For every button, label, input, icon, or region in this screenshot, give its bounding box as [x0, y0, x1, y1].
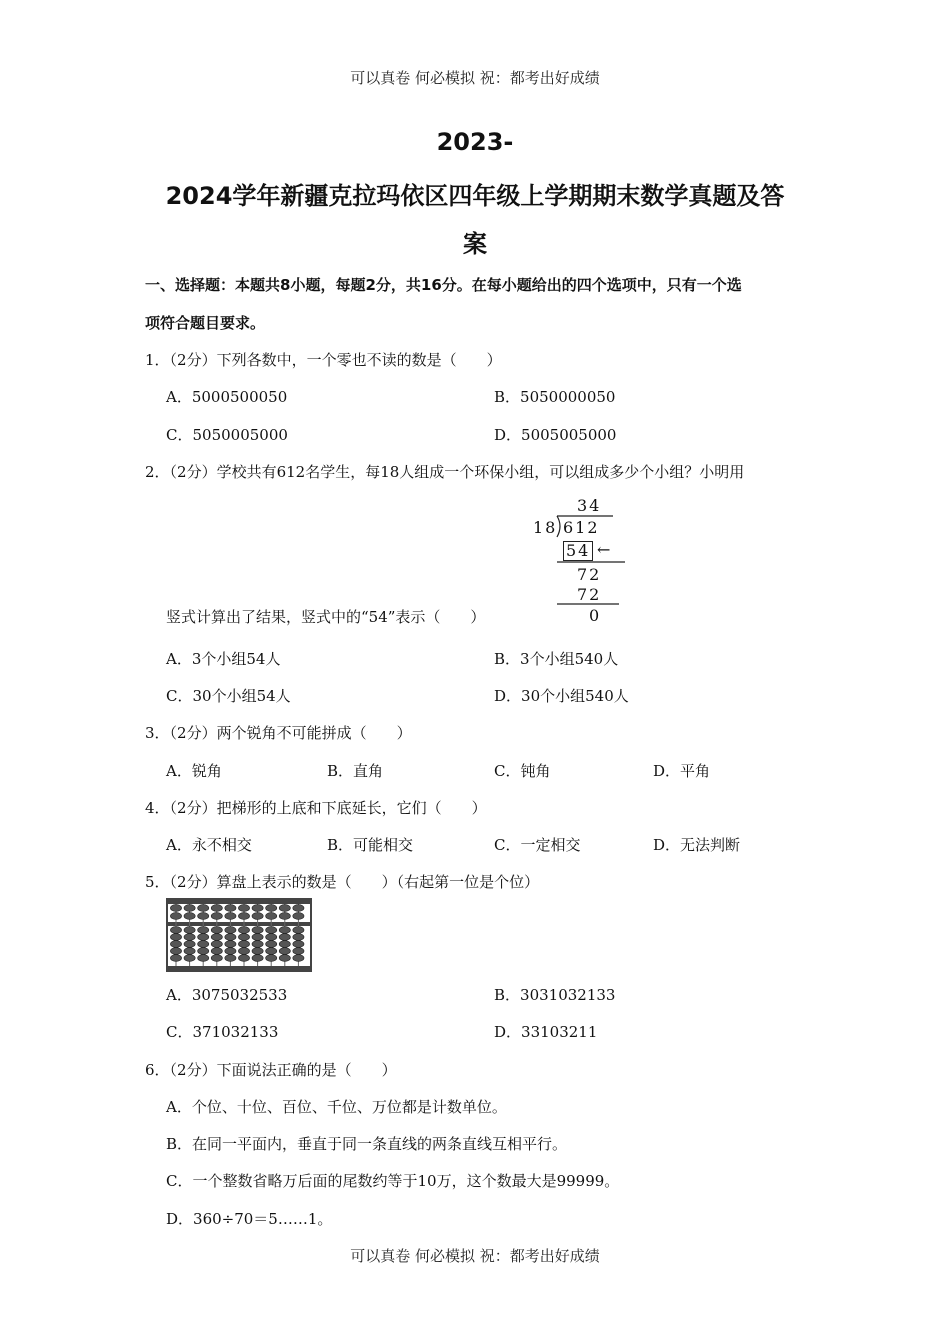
abacus-bead [170, 941, 181, 948]
abacus-bead [211, 941, 222, 948]
abacus-bead [184, 934, 195, 941]
question-2-option-c: C．30个小组54人 [166, 687, 291, 705]
abacus-bead [184, 905, 195, 912]
question-1-option-c: C．5050005000 [166, 426, 288, 444]
question-5-option-c: C．371032133 [166, 1023, 279, 1041]
abacus-bead [170, 927, 181, 934]
abacus-bead [170, 948, 181, 955]
abacus-bead [279, 927, 290, 934]
section-heading: 一、选择题：本题共8小题，每题2分，共16分。在每小题给出的四个选项中，只有一个选 [145, 276, 742, 294]
abacus-bead [211, 905, 222, 912]
abacus-bead [266, 913, 277, 920]
question-3-option-c: C．钝角 [494, 762, 551, 780]
abacus-bead [184, 941, 195, 948]
abacus-bead [293, 948, 304, 955]
abacus-bead [225, 955, 236, 962]
question-5-stem: 5．（2分）算盘上表示的数是（ ）（右起第一位是个位） [145, 873, 540, 891]
abacus-bead [198, 948, 209, 955]
question-4-stem: 4．（2分）把梯形的上底和下底延长，它们（ ） [145, 799, 487, 817]
abacus-bead [252, 941, 263, 948]
question-1-option-d: D．5005005000 [494, 426, 617, 444]
abacus-bead [198, 905, 209, 912]
question-6-option-c: C．一个整数省略万后面的尾数约等于10万，这个数最大是99999。 [166, 1172, 620, 1190]
question-4-option-d: D．无法判断 [653, 836, 741, 854]
abacus-bead [225, 913, 236, 920]
abacus-bead [225, 927, 236, 934]
question-2-option-d: D．30个小组540人 [494, 687, 629, 705]
question-6-option-b: B．在同一平面内，垂直于同一条直线的两条直线互相平行。 [166, 1135, 568, 1153]
question-2-stem: 2．（2分）学校共有612名学生，每18人组成一个环保小组，可以组成多少个小组？小明用 [145, 463, 745, 481]
abacus-bead [211, 948, 222, 955]
division-quotient: 34 [577, 496, 602, 515]
abacus-bead [266, 927, 277, 934]
abacus-bead [238, 934, 249, 941]
abacus-bead [279, 941, 290, 948]
question-1-option-b: B．5050000050 [494, 388, 616, 406]
abacus-bead [211, 913, 222, 920]
abacus-bead [211, 934, 222, 941]
question-6-stem: 6．（2分）下面说法正确的是（ ） [145, 1061, 397, 1079]
question-4-option-c: C．一定相交 [494, 836, 581, 854]
abacus-bead [238, 948, 249, 955]
arrow-left-icon: ← [597, 540, 611, 559]
abacus-bead [238, 927, 249, 934]
abacus-bead [266, 948, 277, 955]
abacus-bead [293, 955, 304, 962]
page-header: 可以真卷 何必模拟 祝：都考出好成绩 [350, 69, 600, 87]
question-1-option-a: A．5000500050 [166, 388, 288, 406]
question-3-option-d: D．平角 [653, 762, 711, 780]
abacus-bead [170, 913, 181, 920]
abacus-image [166, 898, 312, 972]
abacus-bead [198, 941, 209, 948]
division-step-54: 54 [563, 541, 593, 561]
question-4-option-b: B．可能相交 [327, 836, 414, 854]
division-remainder: 0 [589, 606, 602, 625]
abacus-bead [198, 927, 209, 934]
abacus-bead [266, 905, 277, 912]
abacus-bead [279, 948, 290, 955]
division-divisor: 18 [533, 518, 558, 537]
abacus-bead [198, 913, 209, 920]
abacus-bead [238, 913, 249, 920]
abacus-bead [170, 955, 181, 962]
question-5-option-d: D．33103211 [494, 1023, 598, 1041]
title-line-1: 2023- [436, 128, 514, 156]
abacus-bead [252, 948, 263, 955]
division-dividend: 612 [563, 518, 600, 537]
abacus-bead [198, 934, 209, 941]
abacus-bead [252, 913, 263, 920]
question-3-option-a: A．锐角 [166, 762, 222, 780]
abacus-bead [279, 905, 290, 912]
question-2-stem-cont: 竖式计算出了结果，竖式中的“54”表示（ ） [166, 608, 486, 626]
abacus-bead [211, 955, 222, 962]
abacus-bead [293, 927, 304, 934]
abacus-bead [252, 955, 263, 962]
division-step-72b: 72 [577, 585, 602, 604]
title-line-3: 案 [463, 230, 487, 258]
question-6-option-a: A．个位、十位、百位、千位、万位都是计数单位。 [166, 1098, 507, 1116]
abacus-bead [279, 934, 290, 941]
abacus-bead [184, 955, 195, 962]
abacus-bead [238, 955, 249, 962]
abacus-bead [184, 948, 195, 955]
abacus-bead [252, 927, 263, 934]
abacus-bead [266, 941, 277, 948]
question-3-option-b: B．直角 [327, 762, 384, 780]
question-2-option-a: A．3个小组54人 [166, 650, 281, 668]
question-4-option-a: A．永不相交 [166, 836, 252, 854]
abacus-bead [225, 934, 236, 941]
abacus-bead [225, 941, 236, 948]
abacus-bead [252, 905, 263, 912]
abacus-bead [238, 905, 249, 912]
abacus-bead [266, 934, 277, 941]
abacus-bead [225, 948, 236, 955]
division-lines [525, 496, 635, 626]
abacus-bead [184, 913, 195, 920]
abacus-bead [266, 955, 277, 962]
abacus-bead [293, 934, 304, 941]
question-3-stem: 3．（2分）两个锐角不可能拼成（ ） [145, 724, 412, 742]
abacus-bead [279, 913, 290, 920]
abacus-bead [211, 927, 222, 934]
long-division-figure [525, 496, 635, 626]
abacus-bead [170, 905, 181, 912]
abacus-bead [293, 913, 304, 920]
question-2-option-b: B．3个小组540人 [494, 650, 619, 668]
question-5-option-a: A．3075032533 [166, 986, 288, 1004]
title-line-2: 2024学年新疆克拉玛依区四年级上学期期末数学真题及答 [165, 182, 785, 210]
division-step-72a: 72 [577, 565, 602, 584]
abacus-bead [279, 955, 290, 962]
abacus-bead [252, 934, 263, 941]
abacus-bead [238, 941, 249, 948]
abacus-bead [293, 941, 304, 948]
abacus-bead [293, 905, 304, 912]
question-1-stem: 1．（2分）下列各数中，一个零也不读的数是（ ） [145, 351, 502, 369]
abacus-bead [184, 927, 195, 934]
abacus-bead [225, 905, 236, 912]
question-6-option-d: D．360÷70＝5……1。 [166, 1210, 333, 1228]
abacus-bead [170, 934, 181, 941]
abacus-bead [198, 955, 209, 962]
page-footer: 可以真卷 何必模拟 祝：都考出好成绩 [350, 1247, 600, 1265]
section-heading-cont: 项符合题目要求。 [145, 314, 266, 332]
question-5-option-b: B．3031032133 [494, 986, 616, 1004]
